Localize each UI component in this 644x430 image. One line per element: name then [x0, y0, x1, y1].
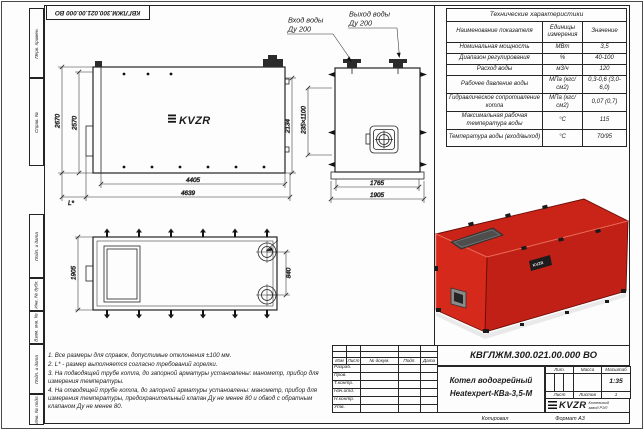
side-logo-text: KVZR — [179, 115, 211, 127]
dim-2134: 2134 — [284, 118, 292, 134]
tech-row: Рабочее давление воды МПа (кгс/см2) 0,3-0,6 (3,0-6,0) — [447, 76, 627, 94]
tech-table — [446, 8, 627, 147]
note-item: 3. На подводящей трубе котла, до запорной арматуры установлены: манометр, прибор для измерения температуры. — [48, 370, 319, 386]
note-item: 1. Все размеры для справок, допустимые отклонения ±100 мм. — [48, 352, 232, 359]
kvzr-logo-bars-icon — [548, 401, 557, 410]
product-name-line1: Котел водогрейный — [449, 376, 533, 385]
note-item: 4. На отводящей трубе котла, до запорной арматуры установлены: манометр, прибор для измерения температуры, предохранительный клапан Ду не менее 80 и обвод с обратным клапаном Ду не менее 80. — [48, 387, 318, 411]
margin-field-vzam-inv — [29, 311, 44, 344]
scale-value: 1:35 — [602, 374, 631, 392]
margin-label: Инв. № подл. — [34, 395, 40, 424]
margin-label: Инв. № дубл. — [34, 280, 40, 309]
product-name — [437, 366, 545, 413]
company-name: Котельный завод РЭП — [588, 400, 610, 410]
kvzr-logo-text: KVZR — [559, 400, 587, 411]
margin-field-perv-primen — [29, 8, 44, 78]
copied-by-label: Копировал — [481, 416, 509, 422]
tech-row: Максимальная рабочая температура воды °С 115 — [447, 112, 627, 130]
dim-840: 840 — [285, 267, 293, 279]
doc-number-stamp — [46, 5, 150, 20]
tech-row: Номинальная мощность МВт 3,5 — [447, 43, 627, 54]
margin-label: Подп. и дата — [34, 354, 40, 384]
margin-label: Подп. и дата — [34, 231, 40, 261]
frame-divider — [434, 5, 435, 345]
margin-label: Справ. № — [34, 111, 40, 133]
margin-label: Взам. инв. № — [34, 313, 40, 342]
sheets-count: 1 — [602, 392, 631, 399]
margin-label: Перв. примен. — [34, 27, 40, 59]
notes-block — [48, 352, 330, 412]
boiler-nameplate: KVZR — [532, 260, 544, 268]
inlet-label: Вход воды — [288, 15, 324, 25]
note-item: 2. L* - размер выполняется согласно требований горелки. — [48, 361, 218, 369]
dim-4639: 4639 — [180, 190, 196, 197]
margin-field-podp-data-1 — [29, 214, 44, 278]
dim-1765: 1765 — [369, 180, 385, 187]
dim-opening: 235×1100 — [300, 106, 308, 134]
tech-row: Диапазон регулирования % 40-100 — [447, 54, 627, 65]
margin-field-podp-data-2 — [29, 344, 44, 394]
outlet-label: Выход воды — [349, 9, 391, 19]
title-block — [332, 345, 630, 413]
margin-field-inv-podl — [29, 394, 44, 425]
dim-2570: 2570 — [71, 115, 79, 131]
dim-4405: 4405 — [185, 177, 201, 184]
dim-1905-top: 1905 — [70, 265, 78, 281]
tech-col-name: Наименование показателя — [447, 22, 543, 43]
margin-field-inv-dubl — [29, 278, 44, 311]
margin-field-sprav-no — [29, 78, 44, 166]
tech-col-units: Единицы измерения — [543, 22, 583, 43]
title-block-signature-grid: Изм Лист № докум. Подп. Дата Разраб. Пров. Т.контр. Нач.отд. Н.контр. Утв. — [332, 345, 438, 413]
format-label: Формат А3 — [555, 416, 585, 422]
dim-l-star: L* — [68, 200, 74, 207]
tech-col-value: Значение — [583, 22, 627, 43]
inlet-size-label: Ду 200 — [288, 24, 312, 34]
dim-2670: 2670 — [54, 113, 62, 129]
outlet-size-label: Ду 200 — [349, 18, 373, 28]
title-block-doc-number: КВГЛЖМ.300.021.00.000 ВО — [437, 345, 630, 366]
doc-number-stamp-text: КВГЛЖМ.300.021.00.000 ВО — [55, 9, 141, 16]
company-logo — [545, 398, 630, 413]
tech-row: Температура воды (вход/выход) °С 70/95 — [447, 130, 627, 147]
tech-table-title: Технические характеристики — [447, 9, 627, 22]
tech-row: Расход воды м3/ч 120 — [447, 65, 627, 76]
title-block-scale-grid: Лит. Масса Масштаб 1:35 Лист Листов 1 — [545, 366, 631, 399]
dim-1905-front: 1905 — [369, 192, 385, 199]
product-name-line2: Heatexpert-КВа-3,5-М — [449, 388, 533, 398]
tech-row: Гидравлическое сопротивление котла МПа (кгс/см2) 0,07 (0,7) — [447, 94, 627, 112]
